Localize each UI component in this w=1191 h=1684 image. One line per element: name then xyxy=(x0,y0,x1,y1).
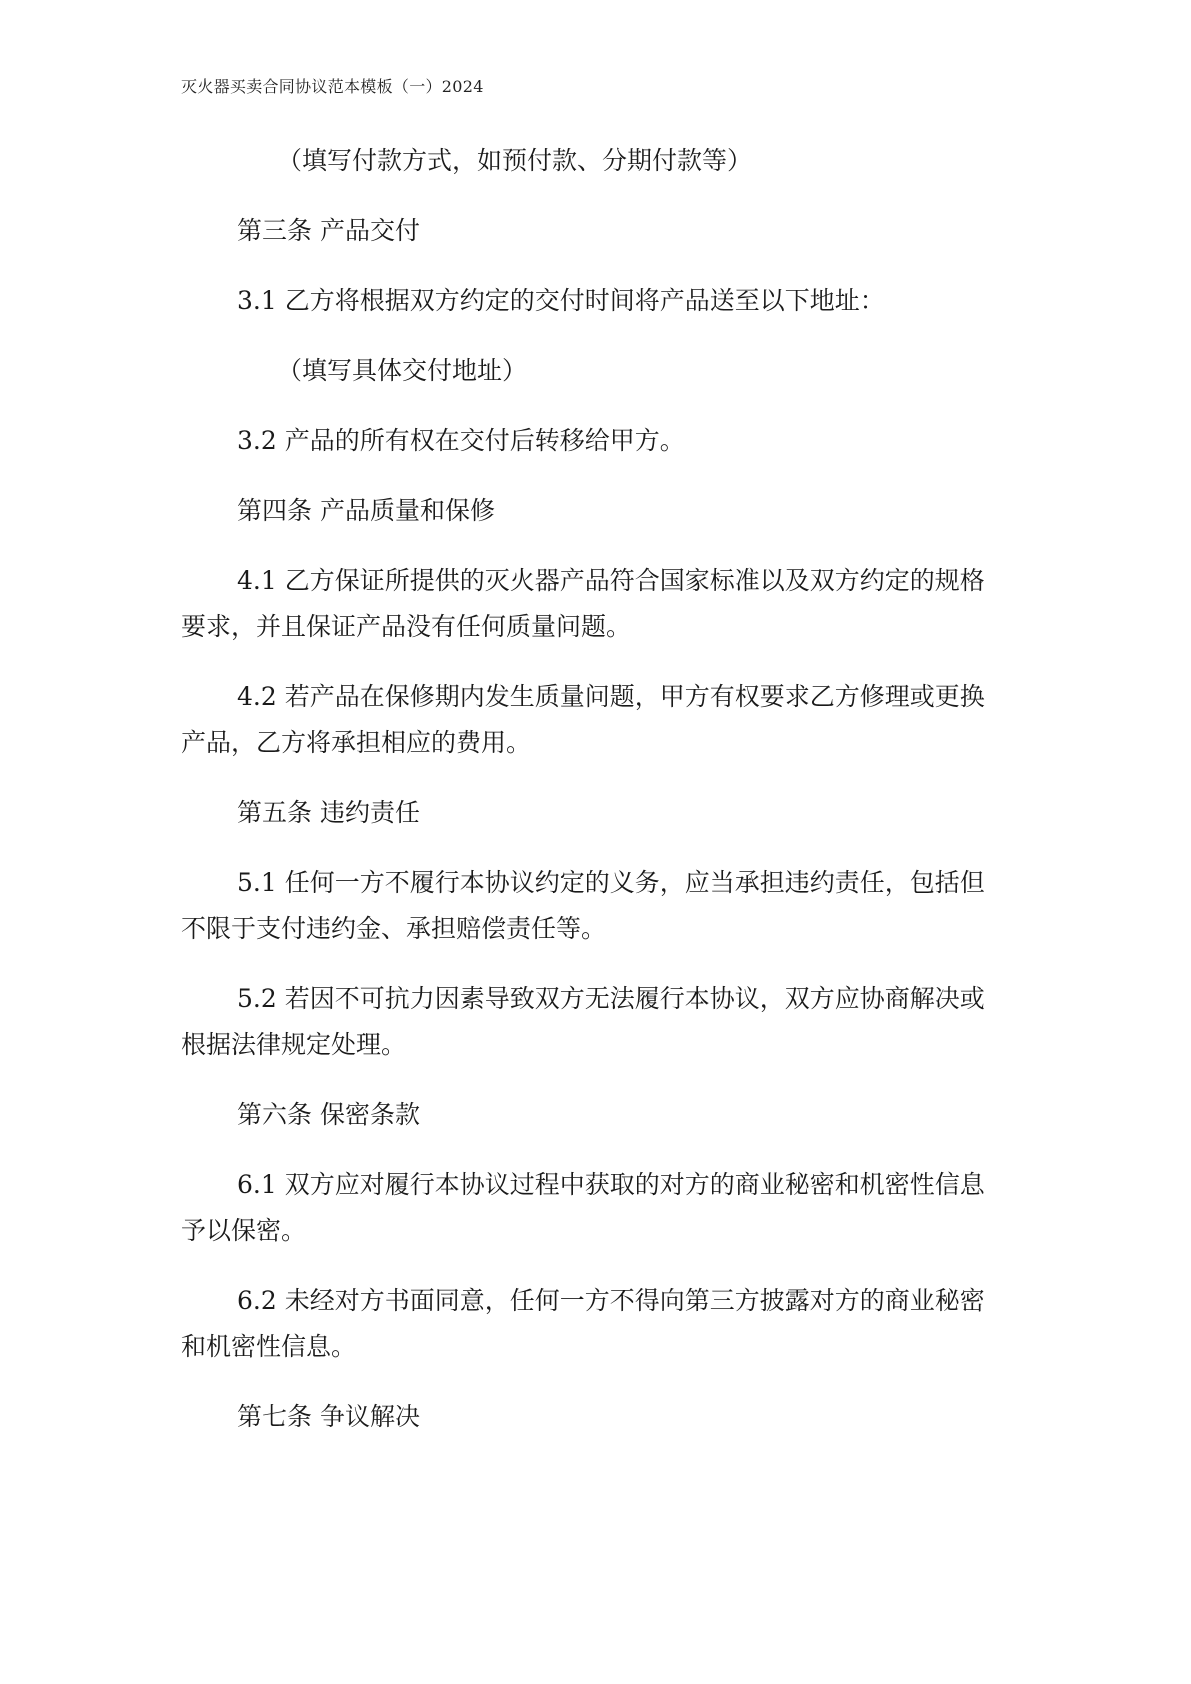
clause-6-2: 6.2 未经对方书面同意，任何一方不得向第三方披露对方的商业秘密和机密性信息。 xyxy=(181,1286,985,1361)
clause-3-2: 3.2 产品的所有权在交付后转移给甲方。 xyxy=(237,426,685,455)
section-heading-6: 第六条 保密条款 xyxy=(237,1100,420,1129)
section-heading-3: 第三条 产品交付 xyxy=(237,216,420,245)
clause-6-1: 6.1 双方应对履行本协议过程中获取的对方的商业秘密和机密性信息予以保密。 xyxy=(181,1170,985,1245)
clause-5-1: 5.1 任何一方不履行本协议约定的义务，应当承担违约责任，包括但不限于支付违约金、承担赔偿责任等。 xyxy=(181,868,985,943)
delivery-address-placeholder: （填写具体交付地址） xyxy=(277,356,528,385)
clause-5-2: 5.2 若因不可抗力因素导致双方无法履行本协议，双方应协商解决或根据法律规定处理。 xyxy=(181,984,985,1059)
page-header: 灭火器买卖合同协议范本模板（一）2024 xyxy=(181,77,484,96)
section-heading-5: 第五条 违约责任 xyxy=(237,798,420,827)
clause-4-1: 4.1 乙方保证所提供的灭火器产品符合国家标准以及双方约定的规格要求，并且保证产品没有任何质量问题。 xyxy=(181,566,985,641)
section-heading-4: 第四条 产品质量和保修 xyxy=(237,496,495,525)
payment-method-placeholder: （填写付款方式，如预付款、分期付款等） xyxy=(277,146,753,175)
section-heading-7: 第七条 争议解决 xyxy=(237,1402,420,1431)
clause-4-2: 4.2 若产品在保修期内发生质量问题，甲方有权要求乙方修理或更换产品，乙方将承担相应的费用。 xyxy=(181,682,985,757)
document-body xyxy=(181,138,991,1464)
clause-3-1: 3.1 乙方将根据双方约定的交付时间将产品送至以下地址： xyxy=(237,286,885,315)
